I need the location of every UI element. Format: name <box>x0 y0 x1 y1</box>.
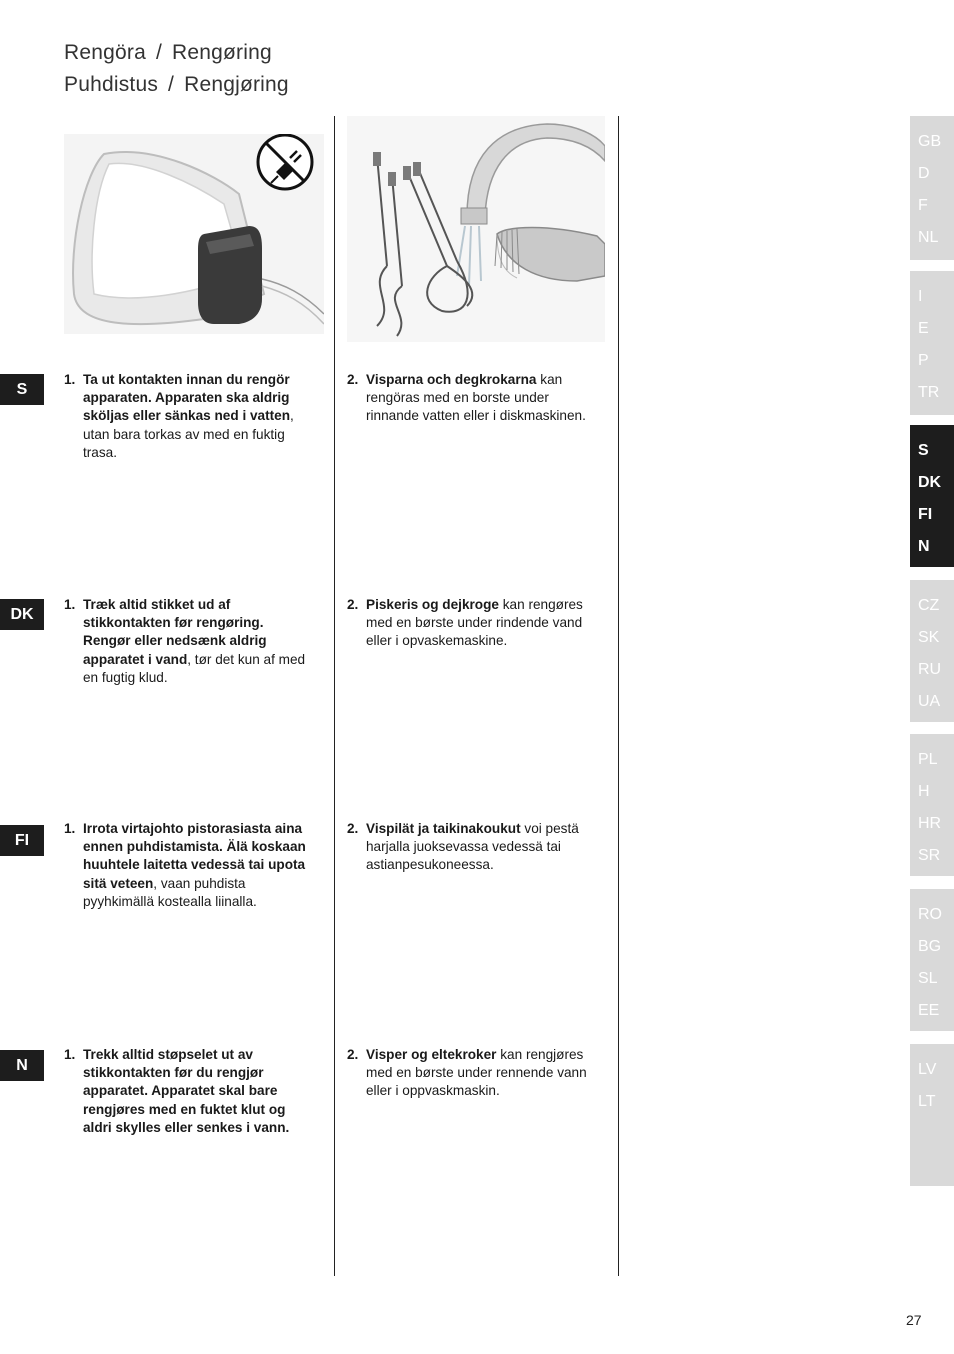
sidebar-item-s[interactable]: S <box>918 442 929 459</box>
step-text-bold: Ta ut kontakten innan du rengör apparaten. Apparaten ska aldrig sköljas eller sänkas ned i vatten <box>83 372 291 424</box>
sidebar-item-ro[interactable]: RO <box>918 906 942 923</box>
sidebar-item-e[interactable]: E <box>918 320 929 337</box>
sidebar-group-7 <box>910 1044 954 1186</box>
title-sv: Rengöra <box>64 41 146 64</box>
page-title-line-2 <box>64 73 289 97</box>
sidebar-item-pl[interactable]: PL <box>918 751 938 768</box>
title-fi: Puhdistus <box>64 73 159 96</box>
sidebar-item-ru[interactable]: RU <box>918 661 942 678</box>
sidebar-item-ua[interactable]: UA <box>918 693 941 710</box>
sidebar-item-h[interactable]: H <box>918 783 930 800</box>
beaters-rinse-brush-icon <box>347 116 605 342</box>
step-number: 2. <box>347 821 359 836</box>
page-title-line-1 <box>64 41 272 65</box>
sidebar-item-sl[interactable]: SL <box>918 970 938 987</box>
sidebar-item-gb[interactable]: GB <box>918 133 942 150</box>
page-number: 27 <box>906 1312 922 1328</box>
step-number: 1. <box>64 597 76 612</box>
step-2-fi <box>347 820 595 875</box>
step-text: kan rengøres med en børste under rindende vand eller i opvaskemaskine. <box>366 597 583 649</box>
step-text: , tør det kun af med en fugtig klud. <box>83 651 306 685</box>
sidebar-group-2 <box>910 271 954 415</box>
sidebar-group-4 <box>910 580 954 722</box>
sidebar-item-tr[interactable]: TR <box>918 384 940 401</box>
step-text: , utan bara torkas av med en fuktig trasa. <box>83 408 294 460</box>
step-text-bold: Visper og eltekroker <box>366 1047 497 1062</box>
title-separator: / <box>155 41 163 64</box>
lang-tab-n: N <box>0 1050 44 1081</box>
column-divider <box>334 116 335 1276</box>
title-dk: Rengøring <box>172 41 272 64</box>
sidebar-item-i[interactable]: I <box>918 288 923 305</box>
sidebar-group-1 <box>910 116 954 260</box>
sidebar-group-3-active <box>910 425 954 567</box>
step-number: 1. <box>64 821 76 836</box>
step-text-bold: Irrota virtajohto pistorasiasta aina ennen puhdistamista. Älä koskaan huuhtele laitetta vedessä tai upota sitä veteen <box>83 821 306 891</box>
step-text: voi pestä harjalla juoksevassa vedessä tai astianpesukoneessa. <box>366 821 579 873</box>
step-1-s <box>64 371 312 462</box>
step-text: , vaan puhdista pyyhkimällä kostealla liinalla. <box>83 875 257 909</box>
step-2-n <box>347 1046 595 1101</box>
step-number: 1. <box>64 1047 76 1062</box>
sidebar-item-n[interactable]: N <box>918 538 930 555</box>
step-1-dk <box>64 596 312 687</box>
lang-tab-s: S <box>0 374 44 405</box>
title-separator: / <box>168 73 175 96</box>
sidebar-item-dk[interactable]: DK <box>918 474 942 491</box>
sidebar-item-hr[interactable]: HR <box>918 815 942 832</box>
step-number: 2. <box>347 372 359 387</box>
sidebar-item-bg[interactable]: BG <box>918 938 942 955</box>
step-text-bold: Trekk alltid støpselet ut av stikkontakten før du rengjør apparatet. Apparatet skal bare rengjøres med en fuktet klut og aldri skylles eller senkes i vann. <box>83 1047 290 1135</box>
step-2-s <box>347 371 595 426</box>
lang-tab-fi: FI <box>0 825 44 856</box>
sidebar-group-6 <box>910 889 954 1031</box>
step-number: 1. <box>64 372 76 387</box>
step-text-bold: Træk altid stikket ud af stikkontakten før rengøring. Rengør eller nedsænk aldrig apparatet i vand <box>83 597 267 667</box>
lang-tab-dk: DK <box>0 599 44 630</box>
sidebar-item-ee[interactable]: EE <box>918 1002 940 1019</box>
sidebar-group-5 <box>910 734 954 876</box>
sidebar-item-cz[interactable]: CZ <box>918 597 940 614</box>
step-2-dk <box>347 596 595 651</box>
column-divider <box>618 116 619 1276</box>
step-text: kan rengjøres med en børste under rennende vann eller i oppvaskmaskin. <box>366 1047 587 1099</box>
step-text-bold: Vispilät ja taikinakoukut <box>366 821 521 836</box>
sidebar-item-sk[interactable]: SK <box>918 629 940 646</box>
step-text-bold: Visparna och degkrokarna <box>366 372 537 387</box>
hand-mixer-unplug-icon <box>64 134 324 334</box>
sidebar-item-nl[interactable]: NL <box>918 229 939 246</box>
step-1-n <box>64 1046 312 1137</box>
step-number: 2. <box>347 597 359 612</box>
step-text-bold: Piskeris og dejkroge <box>366 597 499 612</box>
sidebar-item-p[interactable]: P <box>918 352 929 369</box>
sidebar-item-f[interactable]: F <box>918 197 928 214</box>
sidebar-item-fi[interactable]: FI <box>918 506 933 523</box>
step-text: kan rengöras med en borste under rinnande vatten eller i diskmaskinen. <box>366 372 586 424</box>
sidebar-item-lv[interactable]: LV <box>918 1061 937 1078</box>
sidebar-item-d[interactable]: D <box>918 165 930 182</box>
step-number: 2. <box>347 1047 359 1062</box>
title-no: Rengjøring <box>184 73 289 96</box>
step-1-fi <box>64 820 312 911</box>
sidebar-item-sr[interactable]: SR <box>918 847 941 864</box>
sidebar-item-lt[interactable]: LT <box>918 1093 936 1110</box>
